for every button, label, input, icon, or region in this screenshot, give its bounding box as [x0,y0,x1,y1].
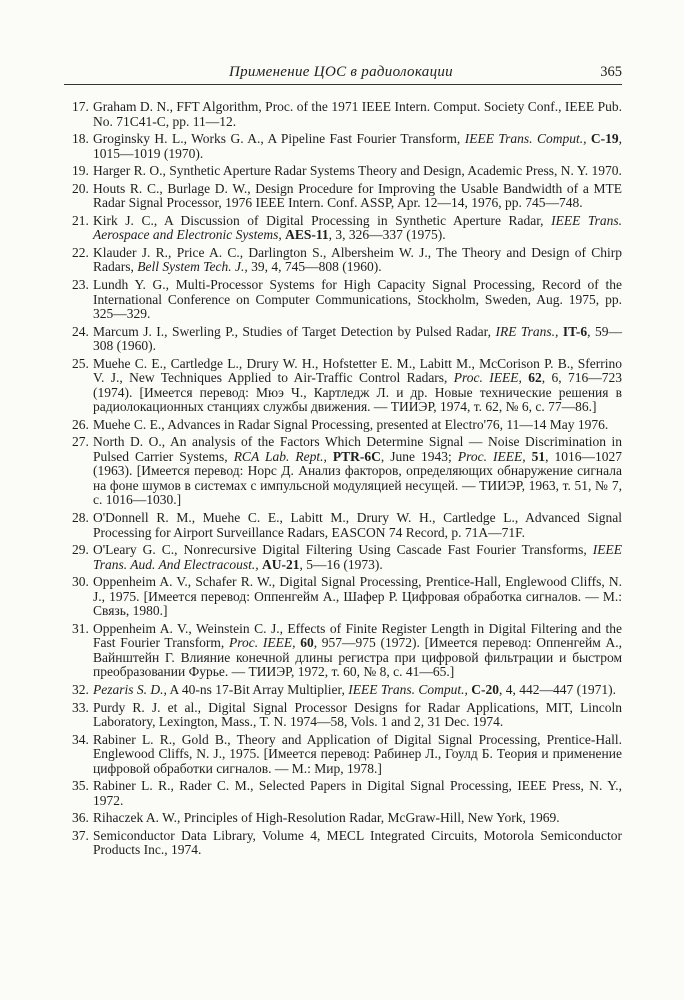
reference-item [62,829,622,858]
reference-segment: O'Leary G. C., Nonrecursive Digital Filtering Using Cascade Fast Fourier Transforms, [93,542,593,558]
volume-number: 62 [528,370,542,386]
reference-segment: , 5—16 (1973). [299,556,383,572]
reference-segment: Kirk J. C., A Discussion of Digital Processing in Synthetic Aperture Radar, [93,212,552,228]
volume-number: IT-6 [562,323,588,339]
reference-item [62,418,622,433]
reference-segment: Rihaczek A. W., Principles of High-Resolution Radar, McGraw-Hill, New York, 1969. [93,810,560,826]
reference-text [93,435,622,508]
volume-number: PTR-6C [332,448,381,464]
reference-number: 29. [72,542,89,558]
journal-title: IEEE Trans. Aerospace and Electronic Systems, [93,212,622,243]
reference-text [93,278,622,322]
reference-segment: , 59—308 (1960). [93,323,623,354]
reference-item [62,182,622,211]
reference-text [93,214,622,243]
reference-text [93,829,622,858]
reference-text [93,100,622,129]
reference-number: 26. [72,416,89,432]
reference-item [62,511,622,540]
reference-segment: Rabiner L. R., Rader C. M., Selected Papers in Digital Signal Processing, IEEE Press, N. Y., 1972. [93,778,622,808]
reference-text [93,779,622,808]
reference-segment: , 1016—1027 (1963). [Имеется перевод: Норс Д. Анализ факторов, определяющих обнаружение сигнала на фоне шумов в системах с импульсной модуляцией несущей. — ТИИЭР, 1963, т. 51, № 7, с. 1016—1030.] [93,448,623,508]
journal-title: IEEE Trans. Comput., [464,131,587,147]
reference-item [62,357,622,415]
reference-number: 30. [72,574,89,590]
reference-text [93,683,622,698]
reference-text [93,511,622,540]
running-title: Применение ЦОС в радиолокации [229,64,453,80]
page-header [64,62,622,85]
reference-segment: , 6, 716—723 (1974). [Имеется перевод: Мюэ Ч., Картледж Л. и др. Новые технические решения в радиолокационных станциях службы движения. — ТИИЭР, 1974, т. 62, № 6, с. 77—86.] [93,370,622,415]
reference-segment: Harger R. O., Synthetic Aperture Radar Systems Theory and Design, Academic Press, N. Y. 1970. [93,163,622,179]
volume-number: AES-11 [285,227,329,243]
journal-title: IRE Trans., [495,323,559,339]
volume-number: C-19 [590,131,619,147]
reference-text [93,182,622,211]
reference-number: 23. [72,277,89,293]
reference-item [62,214,622,243]
reference-segment: Muehe C. E., Cartledge L., Drury W. H., Hofstetter E. M., Labitt M., McCorison P. B., Sferrino V. J., New Techniques Applied to Air-Traffic Control Radars, [93,355,622,386]
reference-item [62,811,622,826]
journal-title: RCA Lab. Rept., [233,448,327,464]
journal-title: IEEE Trans. Comput., [348,681,468,697]
reference-text [93,622,622,680]
reference-item [62,622,622,680]
reference-text [93,543,622,572]
reference-item [62,325,622,354]
reference-text [93,418,622,433]
reference-item [62,683,622,698]
reference-segment: , 1015—1019 (1970). [93,131,623,161]
reference-segment: Rabiner L. R., Gold B., Theory and Application of Digital Signal Processing, Prentice-Hall. Englewood Cliffs, N. J., 1975. [Имеется перевод: Рабинер Л., Гоулд Б. Теория и применение цифровой обработки сигналов. — М.: Мир, 1978.] [93,731,622,776]
reference-item [62,779,622,808]
reference-segment: Muehe C. E., Advances in Radar Signal Processing, presented at Electro'76, 11—14 May 1976. [93,416,609,432]
reference-text [93,325,622,354]
volume-number: C-20 [471,681,499,697]
reference-text [93,733,622,777]
volume-number: AU-21 [262,556,300,572]
journal-title: Proc. IEEE, [453,370,522,386]
journal-title: Proc. IEEE, [457,448,526,464]
reference-item [62,246,622,275]
reference-item [62,733,622,777]
reference-text [93,575,622,619]
reference-segment: O'Donnell R. M., Muehe C. E., Labitt M., Drury W. H., Cartledge L., Advanced Signal Processing for Airport Surveillance Radars, EASCON 74 Record, p. 71A—71F. [93,510,622,540]
reference-segment: 39, 4, 745—808 (1960). [247,259,382,275]
reference-segment: North D. O., An analysis of the Factors Which Determine Signal — Noise Discrimination in Pulsed Carrier Systems, [93,434,622,464]
reference-item [62,164,622,179]
reference-text [93,164,622,179]
journal-title: Bell System Tech. J., [137,259,248,275]
reference-item [62,701,622,730]
reference-number: 19. [72,163,89,179]
reference-segment: A 40-ns 17-Bit Array Multiplier, [166,681,349,697]
reference-number: 31. [72,620,89,636]
reference-number: 37. [72,827,89,843]
reference-number: 36. [72,810,89,826]
reference-number: 18. [72,131,89,147]
reference-segment: Semiconductor Data Library, Volume 4, MECL Integrated Circuits, Motorola Semiconductor Products Inc., 1974. [93,827,622,858]
reference-text [93,357,622,415]
reference-item [62,435,622,508]
reference-item [62,278,622,322]
reference-number: 25. [72,355,89,371]
journal-title: IEEE Trans. Aud. And Electracoust., [93,542,622,572]
reference-number: 17. [72,99,89,114]
reference-item [62,132,622,161]
reference-item [62,100,622,129]
journal-title: Pezaris S. D., [93,681,167,697]
reference-number: 27. [72,434,89,450]
reference-number: 32. [72,681,89,697]
reference-segment: Houts R. C., Burlage D. W., Design Procedure for Improving the Usable Bandwidth of a MTE Radar Signal Processor, 1976 IEEE Intern. Conf. ASSP, Apr. 12—14, 1976, pp. 745—748. [93,180,622,211]
volume-number: 60 [300,635,314,651]
reference-number: 35. [72,778,89,794]
reference-segment: , 3, 326—337 (1975). [328,227,446,243]
reference-number: 28. [72,510,89,526]
reference-segment: Graham D. N., FFT Algorithm, Proc. of the 1971 IEEE Intern. Comput. Society Conf., IEEE Pub. No. 71C41-C, pp. 11—12. [93,99,622,129]
volume-number: 51 [531,448,546,464]
reference-text [93,701,622,730]
reference-segment: Purdy R. J. et al., Digital Signal Processor Designs for Radar Applications, MIT, Lincoln Laboratory, Lexington, Mass., T. N. 1974—58, Vols. 1 and 2, 31 Dec. 1974. [93,699,622,729]
reference-number: 21. [72,212,89,228]
reference-segment: Marcum J. I., Swerling P., Studies of Target Detection by Pulsed Radar, [93,323,496,339]
reference-text [93,811,622,826]
reference-number: 20. [72,180,89,196]
reference-segment: Klauder J. R., Price A. C., Darlington S., Albersheim W. J., The Theory and Design of Chirp Radars, [93,244,622,275]
reference-text [93,132,622,161]
reference-list [62,100,622,861]
reference-number: 22. [72,244,89,260]
reference-text [93,246,622,275]
reference-segment: , 957—975 (1972). [Имеется перевод: Оппенгейм А., Вайнштейн Г. Влияние конечной длины регистра при цифровой фильтрации и быстром преобразовании Фурье. — ТИИЭР, 1972, т. 60, № 8, с. 41—65.] [93,635,622,680]
reference-item [62,543,622,572]
reference-number: 34. [72,731,89,747]
reference-segment: Oppenheim A. V., Schafer R. W., Digital Signal Processing, Prentice-Hall, Englewood Cliffs, N. J., 1975. [Имеется перевод: Оппенгейм А., Шафер Р. Цифровая обработка сигналов. — М.: Связь, 1980.] [93,574,622,619]
reference-segment: Lundh Y. G., Multi-Processor Systems for High Capacity Signal Processing, Record of the International Conference on Computer Communications, Stockholm, Sweden, Aug. 1975, pp. 325—329. [93,277,622,322]
reference-segment: Groginsky H. L., Works G. A., A Pipeline Fast Fourier Transform, [93,131,465,147]
reference-item [62,575,622,619]
reference-number: 24. [72,323,89,339]
journal-title: Proc. IEEE, [229,635,296,651]
reference-segment: Oppenheim A. V., Weinstein C. J., Effects of Finite Register Length in Digital Filtering and the Fast Fourier Transform, [93,620,622,651]
reference-segment: , June 1943; [380,448,458,464]
page-number: 365 [600,64,622,80]
reference-number: 33. [72,699,89,715]
reference-segment: , 4, 442—447 (1971). [498,681,616,697]
